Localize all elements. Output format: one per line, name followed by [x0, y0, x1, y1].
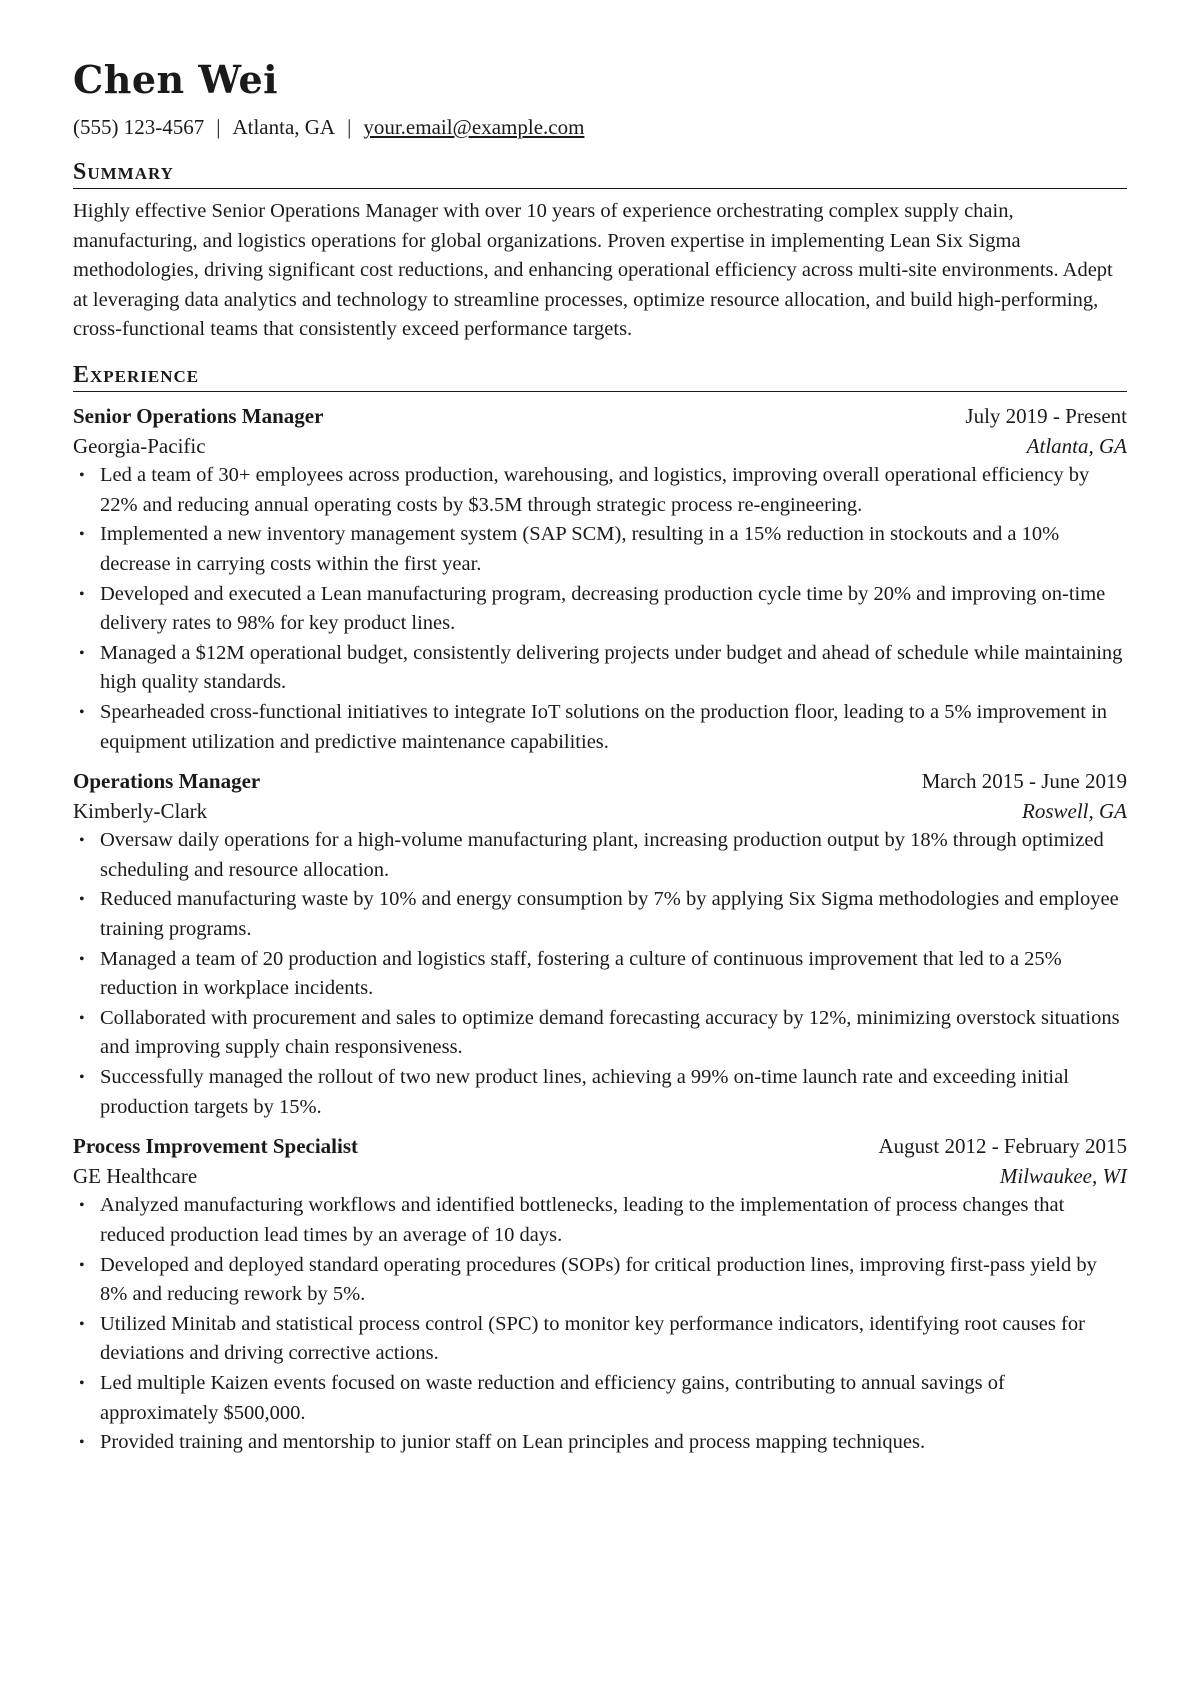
bullet-dot-icon: • [79, 1256, 85, 1274]
job-company: Kimberly-Clark [73, 798, 208, 823]
bullet-item [73, 639, 1127, 698]
bullet-text: Led a team of 30+ employees across production, warehousing, and logistics, improving overall operational efficiency by 22% and reducing annual operating costs by $3.5M through strategic process re-engineering. [100, 464, 1090, 516]
bullet-item [73, 698, 1127, 757]
bullet-dot-icon: • [79, 526, 85, 544]
bullet-dot-icon: • [79, 1009, 85, 1027]
job-location: Milwaukee, WI [999, 1163, 1127, 1188]
location: Atlanta, GA [232, 115, 336, 139]
bullet-text: Oversaw daily operations for a high-volume manufacturing plant, increasing production output by 18% through optimized scheduling and resource allocation. [100, 829, 1104, 881]
bullet-dot-icon: • [79, 1069, 85, 1087]
experience-heading: Experience [73, 361, 1127, 392]
job-entry [73, 767, 1127, 1122]
job-dates: March 2015 - June 2019 [921, 769, 1127, 794]
bullet-item [73, 520, 1127, 579]
job-company-row [73, 797, 1127, 827]
job-dates: August 2012 - February 2015 [878, 1134, 1127, 1159]
contact-separator: | [216, 115, 221, 139]
bullet-text: Analyzed manufacturing workflows and identified bottlenecks, leading to the implementation of process changes that reduced production lead times by an average of 10 days. [100, 1194, 1065, 1246]
bullet-text: Developed and executed a Lean manufacturing program, decreasing production cycle time by 20% and improving on-time delivery rates to 98% for key product lines. [100, 582, 1106, 635]
bullet-item [73, 826, 1127, 885]
bullet-dot-icon: • [79, 467, 85, 485]
bullet-dot-icon: • [79, 703, 85, 721]
bullet-dot-icon: • [79, 950, 85, 968]
job-bullets [73, 826, 1127, 1122]
job-title-row [73, 767, 1127, 797]
candidate-name: Chen Wei [73, 57, 279, 102]
job-bullets [73, 1191, 1127, 1457]
contact-line [73, 114, 1127, 140]
summary-heading: Summary [73, 158, 1127, 189]
bullet-item [73, 1428, 1127, 1458]
bullet-text: Utilized Minitab and statistical process control (SPC) to monitor key performance indicators, identifying root causes for deviations and driving corrective actions. [100, 1312, 1085, 1365]
job-entry [73, 1132, 1127, 1458]
bullet-dot-icon: • [79, 1315, 85, 1333]
job-company: Georgia-Pacific [73, 433, 206, 458]
bullet-item [73, 945, 1127, 1004]
bullet-item [73, 1191, 1127, 1250]
bullet-dot-icon: • [79, 891, 85, 909]
job-company-row [73, 432, 1127, 462]
bullet-text: Reduced manufacturing waste by 10% and energy consumption by 7% by applying Six Sigma methodologies and employee training programs. [100, 888, 1119, 941]
bullet-text: Led multiple Kaizen events focused on waste reduction and efficiency gains, contributing to annual savings of approximately $500,000. [100, 1371, 1005, 1424]
bullet-dot-icon: • [79, 644, 85, 662]
job-title: Operations Manager [73, 769, 261, 794]
bullet-dot-icon: • [79, 1434, 85, 1452]
job-company-row [73, 1162, 1127, 1192]
phone-number: (555) 123-4567 [73, 115, 205, 139]
bullet-item [73, 580, 1127, 639]
resume-page [73, 56, 1127, 1458]
bullet-item [73, 885, 1127, 944]
job-location: Atlanta, GA [1026, 433, 1127, 458]
bullet-text: Developed and deployed standard operating procedures (SOPs) for critical production lines, improving first-pass yield by 8% and reducing rework by 5%. [100, 1253, 1097, 1306]
job-title: Process Improvement Specialist [73, 1134, 359, 1159]
bullet-item [73, 1063, 1127, 1122]
bullet-item [73, 1004, 1127, 1063]
bullet-dot-icon: • [79, 585, 85, 603]
job-company: GE Healthcare [73, 1163, 198, 1188]
email-link[interactable]: your.email@example.com [363, 115, 585, 139]
bullet-text: Successfully managed the rollout of two new product lines, achieving a 99% on-time launch rate and exceeding initial production targets by 15%. [100, 1066, 1069, 1118]
job-title: Senior Operations Manager [73, 403, 324, 428]
bullet-text: Provided training and mentorship to junior staff on Lean principles and process mapping techniques. [100, 1431, 926, 1454]
bullet-item [73, 1310, 1127, 1369]
job-title-row [73, 402, 1127, 432]
job-title-row [73, 1132, 1127, 1162]
job-entry [73, 402, 1127, 757]
bullet-item [73, 1369, 1127, 1428]
job-location: Roswell, GA [1022, 798, 1127, 823]
experience-list [73, 402, 1127, 1458]
contact-separator: | [347, 115, 352, 139]
bullet-text: Managed a team of 20 production and logistics staff, fostering a culture of continuous improvement that led to a 25% reduction in workplace incidents. [100, 947, 1062, 1000]
bullet-dot-icon: • [79, 1197, 85, 1215]
job-dates: July 2019 - Present [965, 403, 1127, 428]
bullet-text: Collaborated with procurement and sales to optimize demand forecasting accuracy by 12%, minimizing overstock situations and improving supply chain responsiveness. [100, 1006, 1120, 1059]
bullet-text: Managed a $12M operational budget, consistently delivering projects under budget and ahead of schedule while maintaining high quality standards. [100, 641, 1123, 694]
summary-text: Highly effective Senior Operations Manager with over 10 years of experience orchestrating complex supply chain, manufacturing, and logistics operations for global organizations. Proven expertise in implementing Lean Six Sigma methodologies, driving significant cost reductions, and enhancing operational efficiency across multi-site environments. Adept at leveraging data analytics and technology to streamline processes, optimize resource allocation, and build high-performing, cross-functional teams that consistently exceed performance targets. [73, 200, 1113, 341]
bullet-dot-icon: • [79, 832, 85, 850]
job-bullets [73, 461, 1127, 757]
bullet-item [73, 461, 1127, 520]
bullet-dot-icon: • [79, 1374, 85, 1392]
bullet-text: Spearheaded cross-functional initiatives to integrate IoT solutions on the production floor, leading to a 5% improvement in equipment utilization and predictive maintenance capabilities. [100, 700, 1108, 753]
bullet-item [73, 1251, 1127, 1310]
bullet-text: Implemented a new inventory management system (SAP SCM), resulting in a 15% reduction in stockouts and a 10% decrease in carrying costs within the first year. [100, 523, 1060, 575]
